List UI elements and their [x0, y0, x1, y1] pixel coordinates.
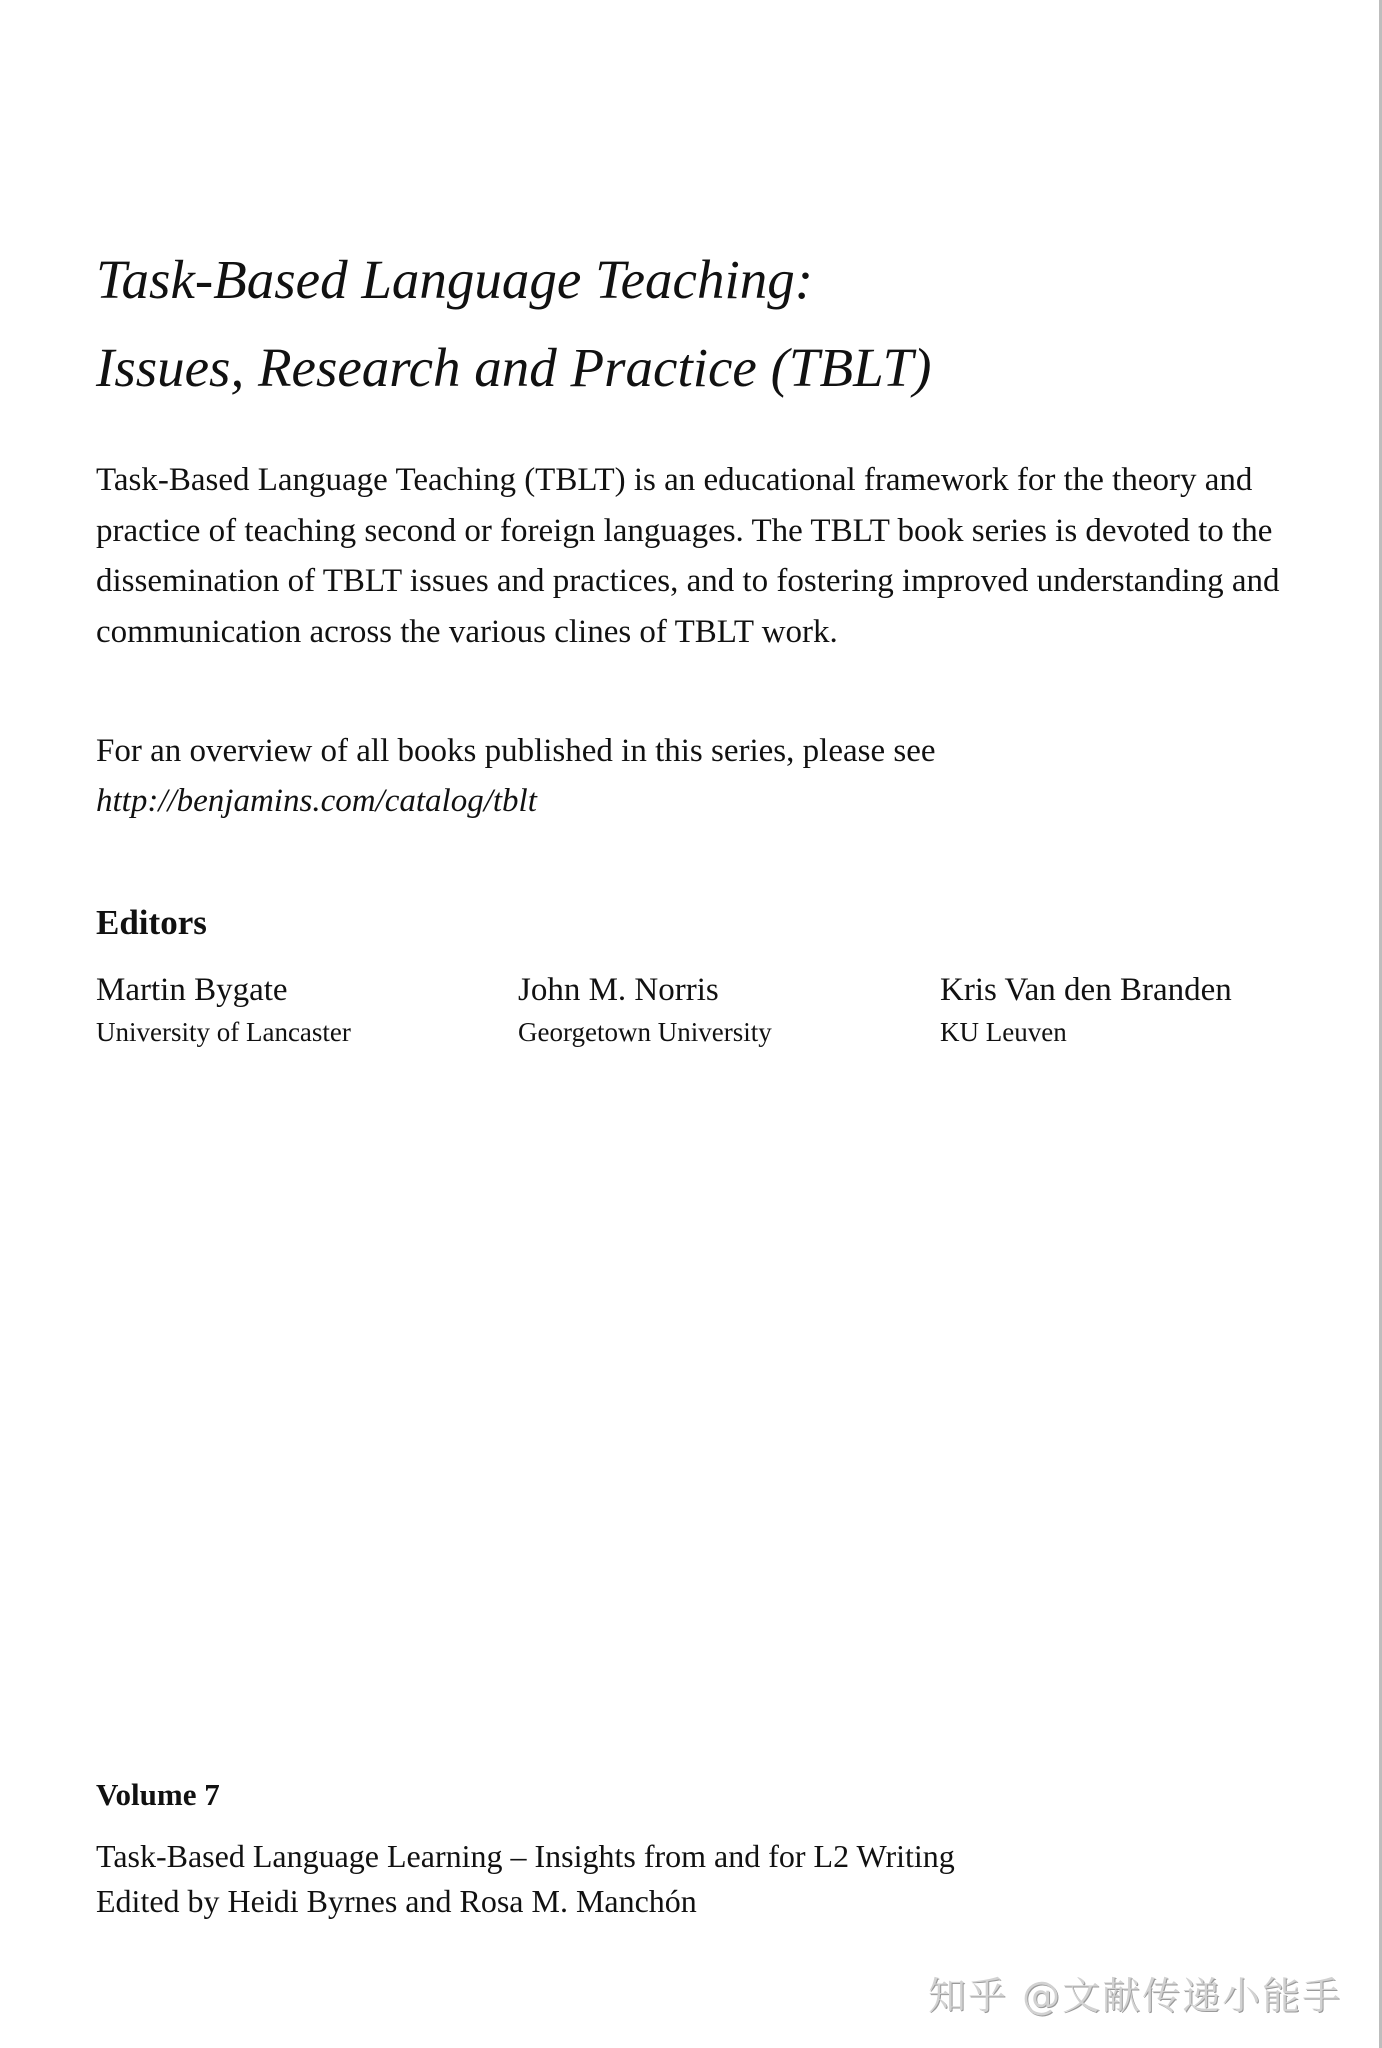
volume-title: Task-Based Language Learning – Insights from and for L2 Writing — [96, 1838, 955, 1874]
volume-editors: Edited by Heidi Byrnes and Rosa M. Manchón — [96, 1883, 697, 1919]
editor-entry — [940, 965, 1232, 1049]
series-description: Task-Based Language Teaching (TBLT) is an educational framework for the theory and practice of teaching second or foreign languages. The TBLT book series is devoted to the dissemination of TBLT issues and practices, and to fostering improved understanding and communication across the various clines of TBLT work. — [96, 462, 1280, 650]
catalog-url: http://benjamins.com/catalog/tblt — [96, 783, 537, 819]
editor-name: John M. Norris — [518, 972, 719, 1008]
editor-entry — [518, 965, 772, 1049]
editor-affiliation: Georgetown University — [518, 1017, 772, 1047]
volume-heading: Volume 7 — [96, 1777, 220, 1812]
volume-info — [96, 1834, 955, 1924]
editor-affiliation: University of Lancaster — [96, 1017, 351, 1047]
series-title-line-1: Task-Based Language Teaching: — [96, 249, 814, 310]
series-title — [96, 236, 931, 412]
editor-name: Martin Bygate — [96, 972, 288, 1008]
series-title-line-2: Issues, Research and Practice (TBLT) — [96, 337, 932, 398]
series-overview — [96, 726, 936, 826]
editor-entry — [96, 965, 351, 1049]
editors-heading: Editors — [96, 903, 207, 942]
editor-name: Kris Van den Branden — [940, 972, 1232, 1008]
overview-text: For an overview of all books published in this series, please see — [96, 733, 936, 769]
editor-affiliation: KU Leuven — [940, 1017, 1067, 1047]
watermark: 知乎 @文献传递小能手 — [928, 1974, 1343, 2018]
